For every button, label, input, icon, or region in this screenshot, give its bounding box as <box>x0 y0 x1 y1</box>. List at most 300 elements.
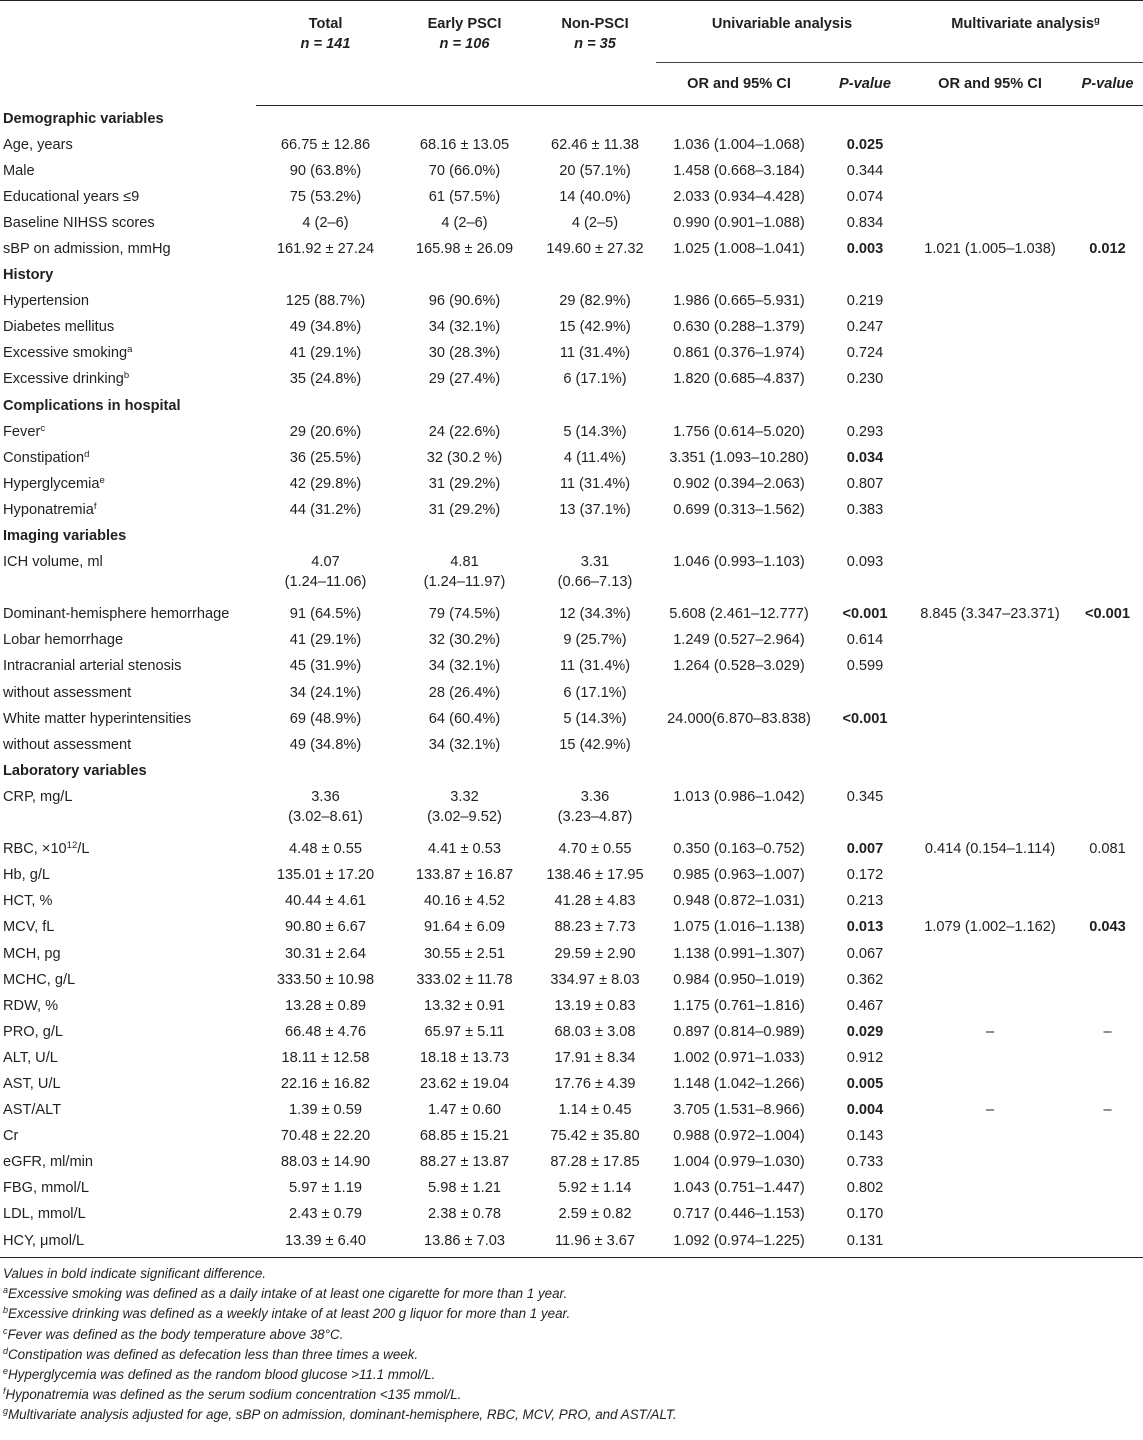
cell-uni-or: 0.948 (0.872–1.031) <box>673 893 805 910</box>
header-multivariate-sup: g <box>1093 15 1100 26</box>
cell-multi-p <box>1072 314 1143 340</box>
header-non-label: Non-PSCI <box>561 16 629 32</box>
cell-multi-p <box>1072 288 1143 314</box>
cell-non <box>534 340 656 366</box>
row-label-text: sBP on admission, mmHg <box>3 240 171 257</box>
row-label-text: Age, years <box>3 136 73 153</box>
cell-total-value: 45 (31.9%) <box>289 658 362 675</box>
cell-multi-or <box>908 706 1072 732</box>
cell-non-value: 5.92 ± 1.14 <box>558 1180 632 1197</box>
table-row <box>0 627 1143 653</box>
row-label-text: Excessive drinking <box>3 371 124 388</box>
cell-early-value: 333.02 ± 11.78 <box>416 971 513 988</box>
row-label <box>0 1149 256 1175</box>
footnote-text: Multivariate analysis adjusted for age, sBP on admission, dominant-hemisphere, RBC, MCV, PRO, and AST/ALT. <box>8 1407 677 1423</box>
cell-uni-or: 2.033 (0.934–4.428) <box>673 188 805 205</box>
cell-multi-p <box>1072 1201 1143 1227</box>
cell-non <box>534 210 656 236</box>
table-row <box>0 1175 1143 1201</box>
cell-uni-or: 1.458 (0.668–3.184) <box>673 162 805 179</box>
cell-early <box>395 888 534 914</box>
cell-multi-or <box>908 471 1072 497</box>
cell-multi-or <box>908 680 1072 706</box>
cell-multi-or: 1.079 (1.002–1.162) <box>924 919 1056 936</box>
cell-total-value: 13.39 ± 6.40 <box>284 1232 367 1249</box>
table-row <box>0 184 1143 210</box>
cell-early <box>395 497 534 523</box>
cell-total <box>256 158 395 184</box>
cell-total <box>256 419 395 445</box>
row-label <box>0 967 256 993</box>
cell-non <box>534 1097 656 1123</box>
row-label <box>0 1071 256 1097</box>
footnote-text: Excessive smoking was defined as a daily intake of at least one cigarette for more than 1 year. <box>8 1286 568 1302</box>
cell-total <box>256 366 395 392</box>
row-label <box>0 366 256 392</box>
cell-multi-p: – <box>1103 1102 1112 1119</box>
cell-uni-or: 0.699 (0.313–1.562) <box>673 501 805 518</box>
cell-total-range: (1.24–11.06) <box>284 574 367 591</box>
table-row <box>0 732 1143 758</box>
cell-uni-p: 0.007 <box>846 841 884 858</box>
row-label <box>0 627 256 653</box>
cell-multi-or <box>908 1071 1072 1097</box>
cell-non-value: 6 (17.1%) <box>563 371 627 388</box>
row-label-text: RBC, ×10 <box>3 841 67 858</box>
footnote <box>3 1345 1141 1365</box>
header-blank <box>0 1 256 106</box>
row-label-text: ICH volume, ml <box>3 554 103 571</box>
cell-total-value: 40.44 ± 4.61 <box>284 893 367 910</box>
cell-non-value: 13.19 ± 0.83 <box>554 997 636 1014</box>
cell-non-value: 68.03 ± 3.08 <box>554 1023 636 1040</box>
cell-early <box>395 1097 534 1123</box>
cell-multi-p <box>1072 888 1143 914</box>
cell-uni-or: 3.705 (1.531–8.966) <box>673 1102 805 1119</box>
cell-total <box>256 862 395 888</box>
cell-total <box>256 340 395 366</box>
row-label-text: Hb, g/L <box>3 867 51 884</box>
cell-non-value: 20 (57.1%) <box>559 162 631 179</box>
cell-multi-or <box>908 1045 1072 1071</box>
table-row <box>0 497 1143 523</box>
row-label-sup: 12 <box>66 840 78 852</box>
cell-non <box>534 601 656 627</box>
row-label-suffix: /L <box>77 841 90 858</box>
cell-multi-p <box>1072 862 1143 888</box>
cell-early <box>395 1149 534 1175</box>
cell-early <box>395 914 534 940</box>
cell-total-value: 66.75 ± 12.86 <box>280 136 371 153</box>
cell-early-value: 68.85 ± 15.21 <box>419 1128 510 1145</box>
cell-multi-or <box>908 862 1072 888</box>
cell-total <box>256 288 395 314</box>
cell-uni-p: 0.219 <box>846 293 884 310</box>
cell-total <box>256 732 395 758</box>
table-row <box>0 601 1143 627</box>
row-label-text: HCY, μmol/L <box>3 1232 85 1249</box>
row-label-text: LDL, mmol/L <box>3 1206 86 1223</box>
cell-non <box>534 1149 656 1175</box>
cell-non <box>534 471 656 497</box>
row-label <box>0 1123 256 1149</box>
table-row <box>0 1071 1143 1097</box>
cell-total-value: 18.11 ± 12.58 <box>281 1049 370 1066</box>
cell-multi-p: 0.012 <box>1089 240 1126 257</box>
cell-non <box>534 366 656 392</box>
row-label-sup: a <box>127 344 133 356</box>
cell-multi-p <box>1072 706 1143 732</box>
cell-uni-p: 0.362 <box>846 971 884 988</box>
row-label <box>0 1097 256 1123</box>
cell-total <box>256 236 395 262</box>
footnote <box>3 1304 1141 1324</box>
row-label <box>0 288 256 314</box>
footnote-marker: d <box>3 1345 9 1356</box>
cell-non-value: 41.28 ± 4.83 <box>554 893 636 910</box>
row-label <box>0 862 256 888</box>
cell-early <box>395 627 534 653</box>
cell-total <box>256 1228 395 1258</box>
cell-multi-or <box>908 419 1072 445</box>
header-uni-or: OR and 95% CI <box>656 63 822 106</box>
cell-early-value: 61 (57.5%) <box>428 188 501 205</box>
cell-uni-p: 0.467 <box>846 997 884 1014</box>
cell-non <box>534 836 656 862</box>
cell-multi-p <box>1072 366 1143 392</box>
cell-non-value: 9 (25.7%) <box>563 632 627 649</box>
cell-uni-p: 0.005 <box>846 1075 884 1092</box>
cell-early <box>395 601 534 627</box>
cell-early <box>395 184 534 210</box>
section-heading: History <box>3 267 54 284</box>
cell-total <box>256 1123 395 1149</box>
cell-total-value: 2.43 ± 0.79 <box>289 1206 362 1223</box>
cell-non-value: 4 (11.4%) <box>563 449 627 466</box>
cell-non <box>534 1201 656 1227</box>
cell-non <box>534 445 656 471</box>
cell-multi-or <box>908 210 1072 236</box>
cell-uni-p: <0.001 <box>842 606 888 623</box>
table-row <box>0 680 1143 706</box>
cell-early-value: 18.18 ± 13.73 <box>419 1049 510 1066</box>
cell-total <box>256 1097 395 1123</box>
cell-uni-or: 1.043 (0.751–1.447) <box>673 1180 805 1197</box>
cell-multi-or: 0.414 (0.154–1.114) <box>924 841 1056 858</box>
footnote-marker: f <box>3 1386 6 1397</box>
cell-non <box>534 1228 656 1258</box>
footnote-text: Excessive drinking was defined as a weekly intake of at least 200 g liquor for more than 1 year. <box>8 1306 571 1322</box>
cell-early-value: 5.98 ± 1.21 <box>428 1180 501 1197</box>
table-row <box>0 314 1143 340</box>
cell-uni-p: 0.345 <box>846 788 884 805</box>
cell-uni-p: 0.724 <box>846 345 884 362</box>
cell-total-value: 66.48 ± 4.76 <box>284 1023 367 1040</box>
cell-non-value: 5 (14.3%) <box>563 710 627 727</box>
cell-non <box>534 184 656 210</box>
row-label <box>0 601 256 627</box>
footnote-text: Hyponatremia was defined as the serum sodium concentration <135 mmol/L. <box>5 1387 462 1403</box>
row-label <box>0 836 256 862</box>
cell-total <box>256 653 395 679</box>
table-row <box>0 836 1143 862</box>
cell-early-value: 1.47 ± 0.60 <box>428 1102 501 1119</box>
header-total-n: n = 141 <box>300 36 351 52</box>
section-row <box>0 523 1143 549</box>
cell-multi-or <box>908 497 1072 523</box>
table-row <box>0 653 1143 679</box>
cell-uni-or <box>656 680 822 706</box>
cell-total <box>256 549 395 601</box>
cell-early <box>395 941 534 967</box>
cell-non <box>534 914 656 940</box>
cell-total-value: 41 (29.1%) <box>289 345 362 362</box>
row-label-text: AST, U/L <box>3 1075 61 1092</box>
footnote-marker: g <box>3 1406 9 1417</box>
cell-uni-p: 0.230 <box>846 371 884 388</box>
cell-uni-p: 0.074 <box>846 188 884 205</box>
cell-total <box>256 1071 395 1097</box>
cell-total <box>256 888 395 914</box>
cell-uni-p: 0.034 <box>846 449 884 466</box>
cell-total-value: 70.48 ± 22.20 <box>280 1128 371 1145</box>
cell-total-range: (3.02–8.61) <box>288 808 363 825</box>
cell-uni-p <box>822 680 908 706</box>
cell-multi-p <box>1072 1071 1143 1097</box>
table-row <box>0 158 1143 184</box>
row-label-text: without assessment <box>3 736 132 753</box>
cell-uni-or: 0.985 (0.963–1.007) <box>673 867 805 884</box>
cell-multi-or <box>908 366 1072 392</box>
cell-uni-p: 0.807 <box>846 475 884 492</box>
cell-uni-p: 0.599 <box>846 658 884 675</box>
cell-total <box>256 967 395 993</box>
cell-early <box>395 732 534 758</box>
cell-uni-p: 0.067 <box>846 945 884 962</box>
cell-total-value: 4.48 ± 0.55 <box>289 841 362 858</box>
cell-early-value: 29 (27.4%) <box>428 371 501 388</box>
cell-total-value: 49 (34.8%) <box>289 736 362 753</box>
footnote <box>3 1264 1141 1284</box>
cell-non <box>534 993 656 1019</box>
cell-total-value: 44 (31.2%) <box>289 501 362 518</box>
table-row <box>0 288 1143 314</box>
cell-multi-p <box>1072 627 1143 653</box>
cell-early-value: 79 (74.5%) <box>428 606 501 623</box>
cell-early-value: 4 (2–6) <box>441 214 488 231</box>
cell-multi-p <box>1072 680 1143 706</box>
cell-total-value: 161.92 ± 27.24 <box>276 240 375 257</box>
cell-total-value: 34 (24.1%) <box>289 684 362 701</box>
cell-non-value: 11.96 ± 3.67 <box>555 1232 635 1249</box>
cell-early <box>395 784 534 836</box>
cell-early <box>395 1071 534 1097</box>
cell-total <box>256 210 395 236</box>
cell-non-value: 149.60 ± 27.32 <box>546 240 644 257</box>
section-row <box>0 758 1143 784</box>
row-label-text: eGFR, ml/min <box>3 1154 93 1171</box>
cell-early <box>395 706 534 732</box>
table-row <box>0 993 1143 1019</box>
footnote-marker: c <box>3 1325 8 1336</box>
cell-total-value: 41 (29.1%) <box>289 632 362 649</box>
header-total <box>256 1 395 106</box>
cell-uni-or: 1.175 (0.761–1.816) <box>673 997 805 1014</box>
row-label <box>0 941 256 967</box>
cell-multi-p <box>1072 184 1143 210</box>
cell-early <box>395 236 534 262</box>
row-label <box>0 1228 256 1258</box>
cell-non <box>534 862 656 888</box>
cell-uni-p: 0.834 <box>846 214 884 231</box>
cell-early-value: 34 (32.1%) <box>428 658 501 675</box>
footnote <box>3 1405 1141 1425</box>
cell-multi-p <box>1072 340 1143 366</box>
cell-total <box>256 914 395 940</box>
cell-uni-or: 1.249 (0.527–2.964) <box>673 632 805 649</box>
cell-early-value: 31 (29.2%) <box>428 475 501 492</box>
table-footnotes <box>3 1264 1141 1426</box>
cell-multi-p <box>1072 1045 1143 1071</box>
header-multivariate-label: Multivariate analysis <box>951 16 1094 32</box>
table-row <box>0 1149 1143 1175</box>
cell-non-value: 5 (14.3%) <box>563 423 627 440</box>
row-label-text: HCT, % <box>3 893 53 910</box>
section-heading: Demographic variables <box>3 111 164 127</box>
cell-multi-or <box>908 1149 1072 1175</box>
row-label <box>0 236 256 262</box>
cell-total-value: 5.97 ± 1.19 <box>289 1180 362 1197</box>
cell-multi-or <box>908 627 1072 653</box>
cell-non <box>534 132 656 158</box>
row-label-text: Educational years ≤9 <box>3 188 140 205</box>
cell-non-value: 29.59 ± 2.90 <box>554 945 636 962</box>
cell-non-value: 334.97 ± 8.03 <box>550 971 640 988</box>
cell-total <box>256 706 395 732</box>
cell-total-value: 88.03 ± 14.90 <box>280 1154 371 1171</box>
cell-non-value: 1.14 ± 0.45 <box>558 1102 632 1119</box>
cell-non-value: 75.42 ± 35.80 <box>550 1128 640 1145</box>
cell-early-value: 13.32 ± 0.91 <box>423 997 506 1014</box>
cell-early <box>395 653 534 679</box>
cell-early-value: 13.86 ± 7.03 <box>423 1232 506 1249</box>
row-label-text: PRO, g/L <box>3 1023 64 1040</box>
cell-early <box>395 836 534 862</box>
cell-early-value: 31 (29.2%) <box>428 501 501 518</box>
cell-early <box>395 1045 534 1071</box>
cell-multi-or <box>908 314 1072 340</box>
cell-early-value: 88.27 ± 13.87 <box>419 1154 510 1171</box>
cell-total <box>256 1175 395 1201</box>
table-row <box>0 914 1143 940</box>
cell-multi-or <box>908 653 1072 679</box>
cell-uni-p: 0.025 <box>846 136 884 153</box>
row-label-text: Diabetes mellitus <box>3 319 115 336</box>
cell-early-value: 4.41 ± 0.53 <box>428 841 501 858</box>
cell-multi-p <box>1072 1175 1143 1201</box>
cell-non-value: 88.23 ± 7.73 <box>554 919 636 936</box>
footnote-marker: e <box>3 1366 9 1377</box>
cell-multi-or <box>908 132 1072 158</box>
table-row <box>0 340 1143 366</box>
table-row <box>0 1045 1143 1071</box>
footnote <box>3 1385 1141 1405</box>
header-non-n: n = 35 <box>574 36 616 52</box>
cell-early <box>395 1123 534 1149</box>
footnote-text: Constipation was defined as defecation less than three times a week. <box>8 1346 419 1362</box>
cell-uni-or: 1.986 (0.665–5.931) <box>673 293 805 310</box>
cell-multi-or <box>908 888 1072 914</box>
header-early-n: n = 106 <box>439 36 490 52</box>
cell-total <box>256 1149 395 1175</box>
row-label <box>0 1201 256 1227</box>
cell-uni-or: 1.138 (0.991–1.307) <box>673 945 805 962</box>
cell-total-value: 90.80 ± 6.67 <box>284 919 367 936</box>
cell-early <box>395 1019 534 1045</box>
cell-uni-or: 1.036 (1.004–1.068) <box>673 136 805 153</box>
cell-non <box>534 1071 656 1097</box>
cell-multi-or <box>908 288 1072 314</box>
cell-multi-or <box>908 732 1072 758</box>
cell-uni-or: 0.630 (0.288–1.379) <box>673 319 805 336</box>
table-row <box>0 549 1143 601</box>
cell-non-value: 3.31 <box>580 554 610 571</box>
cell-early <box>395 1175 534 1201</box>
cell-multi-or: – <box>985 1023 995 1040</box>
footnote <box>3 1325 1141 1345</box>
row-label-text: Intracranial arterial stenosis <box>3 658 182 675</box>
header-early <box>395 1 534 106</box>
table-row <box>0 1201 1143 1227</box>
cell-early-value: 68.16 ± 13.05 <box>419 136 510 153</box>
cell-non <box>534 236 656 262</box>
cell-multi-p <box>1072 653 1143 679</box>
row-label-text: White matter hyperintensities <box>3 710 192 727</box>
cell-total-value: 3.36 <box>311 788 340 805</box>
cell-multi-or <box>908 784 1072 836</box>
row-label <box>0 340 256 366</box>
section-row <box>0 106 1143 132</box>
row-label-text: Constipation <box>3 449 85 466</box>
cell-multi-p: 0.081 <box>1089 841 1126 858</box>
cell-total-value: 13.28 ± 0.89 <box>284 997 367 1014</box>
row-label-sup: f <box>93 500 97 512</box>
row-label-text: MCHC, g/L <box>3 971 76 988</box>
cell-early <box>395 471 534 497</box>
section-row <box>0 262 1143 288</box>
cell-uni-or: 0.717 (0.446–1.153) <box>673 1206 805 1223</box>
cell-non-value: 138.46 ± 17.95 <box>546 867 644 884</box>
cell-multi-or <box>908 184 1072 210</box>
cell-multi-p <box>1072 1149 1143 1175</box>
row-label <box>0 471 256 497</box>
cell-non <box>534 288 656 314</box>
cell-multi-or <box>908 941 1072 967</box>
row-label <box>0 497 256 523</box>
table-row <box>0 967 1143 993</box>
row-label <box>0 445 256 471</box>
cell-uni-p: 0.131 <box>822 1228 908 1258</box>
cell-uni-p: 0.004 <box>846 1102 884 1119</box>
footnote-marker: b <box>3 1305 9 1316</box>
section-heading: Imaging variables <box>3 528 127 544</box>
cell-uni-or: 0.897 (0.814–0.989) <box>673 1023 805 1040</box>
section-heading: Laboratory variables <box>3 762 147 779</box>
cell-total <box>256 601 395 627</box>
cell-non-value: 2.59 ± 0.82 <box>558 1206 632 1223</box>
cell-total <box>256 132 395 158</box>
cell-early <box>395 445 534 471</box>
